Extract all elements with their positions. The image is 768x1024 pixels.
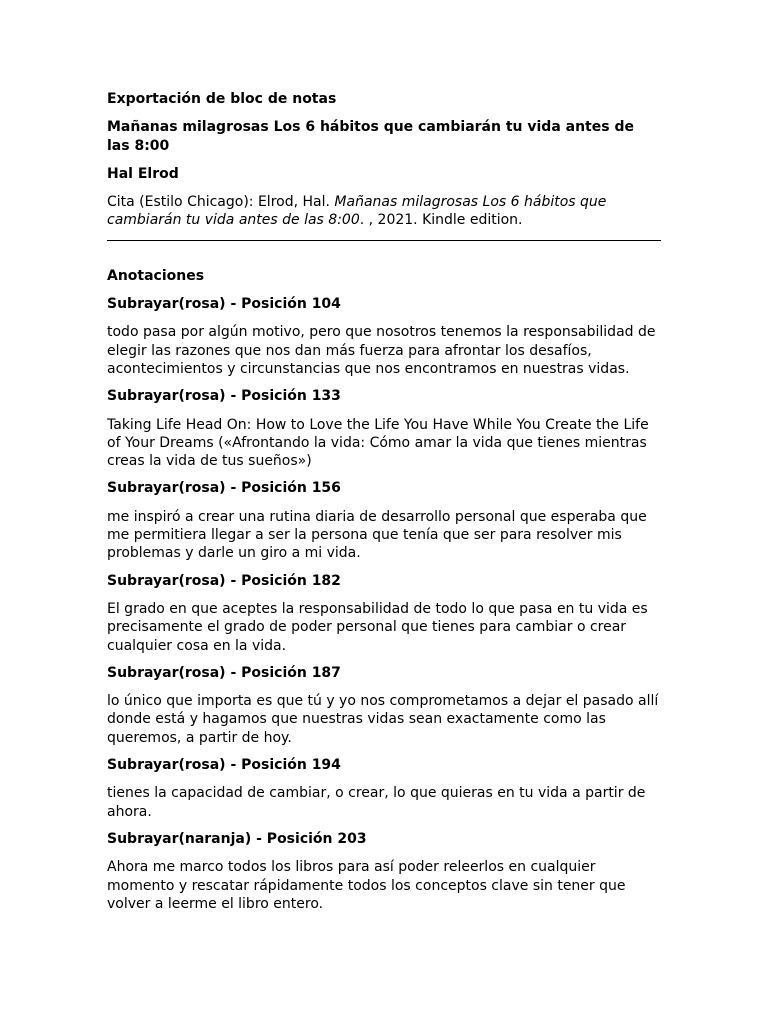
annotation-label: Subrayar(rosa) - Posición 194 — [107, 757, 341, 774]
annotation-text: Taking Life Head On: How to Love the Life You Have While You Create the Life of Your Dreams («Afrontando la vida: Cómo amar la vida que tienes mientras creas la vida de tus sueños») — [107, 416, 649, 470]
annotation-text: Ahora me marco todos los libros para así poder releerlos en cualquier momento y rescatar rápidamente todos los conceptos clave sin tener que volver a leerme el libro entero. — [107, 859, 626, 912]
annotation-text: me inspiró a crear una rutina diaria de desarrollo personal que esperaba que me permitiera llegar a ser la persona que tenía que ser para resolver mis problemas y darle un giro a mi vida. — [107, 508, 647, 562]
export-title: Exportación de bloc de notas — [107, 91, 337, 107]
annotation-label: Subrayar(rosa) - Posición 182 — [107, 572, 341, 589]
annotation-label: Subrayar(rosa) - Posición 187 — [107, 664, 341, 681]
annotation-item — [107, 295, 661, 378]
annotation-item — [107, 756, 661, 821]
annotation-label: Subrayar(rosa) - Posición 104 — [107, 296, 341, 313]
annotation-item — [107, 572, 661, 655]
document-content — [107, 90, 661, 913]
annotation-label: Subrayar(rosa) - Posición 133 — [107, 388, 341, 405]
annotation-text: El grado en que aceptes la responsabilidad de todo lo que pasa en tu vida es precisamente el grado de poder personal que tienes para cambiar o crear cualquier cosa en la vida. — [107, 600, 648, 654]
author-name: Hal Elrod — [107, 165, 179, 182]
annotation-item — [107, 664, 661, 747]
annotation-item — [107, 479, 661, 562]
citation-italic-title: Mañanas milagrosas Los 6 hábitos que cambiarán tu vida antes de las 8:00 — [107, 194, 607, 229]
divider-line — [107, 240, 661, 241]
section-heading-annotations: Anotaciones — [107, 267, 205, 284]
annotation-label: Subrayar(rosa) - Posición 156 — [107, 480, 341, 497]
annotation-text: todo pasa por algún motivo, pero que nosotros tenemos la responsabilidad de elegir las razones que nos dan más fuerza para afrontar los desafíos, acontecimientos y circunstancias que nos encontramos en nuestras vidas. — [107, 324, 656, 377]
citation — [107, 193, 661, 230]
book-title: Mañanas milagrosas Los 6 hábitos que cambiarán tu vida antes de las 8:00 — [107, 119, 634, 154]
annotation-item — [107, 830, 661, 913]
citation-prefix: Cita (Estilo Chicago): Elrod, Hal. — [107, 194, 335, 211]
annotation-label: Subrayar(naranja) - Posición 203 — [107, 830, 367, 847]
annotation-text: lo único que importa es que tú y yo nos comprometamos a dejar el pasado allí donde está y hagamos que nuestras vidas sean exactamente como las queremos, a partir de hoy. — [107, 693, 659, 746]
annotation-item — [107, 387, 661, 470]
citation-suffix: . , 2021. Kindle edition. — [359, 212, 523, 229]
annotation-text: tienes la capacidad de cambiar, o crear, lo que quieras en tu vida a partir de ahora. — [107, 785, 646, 820]
